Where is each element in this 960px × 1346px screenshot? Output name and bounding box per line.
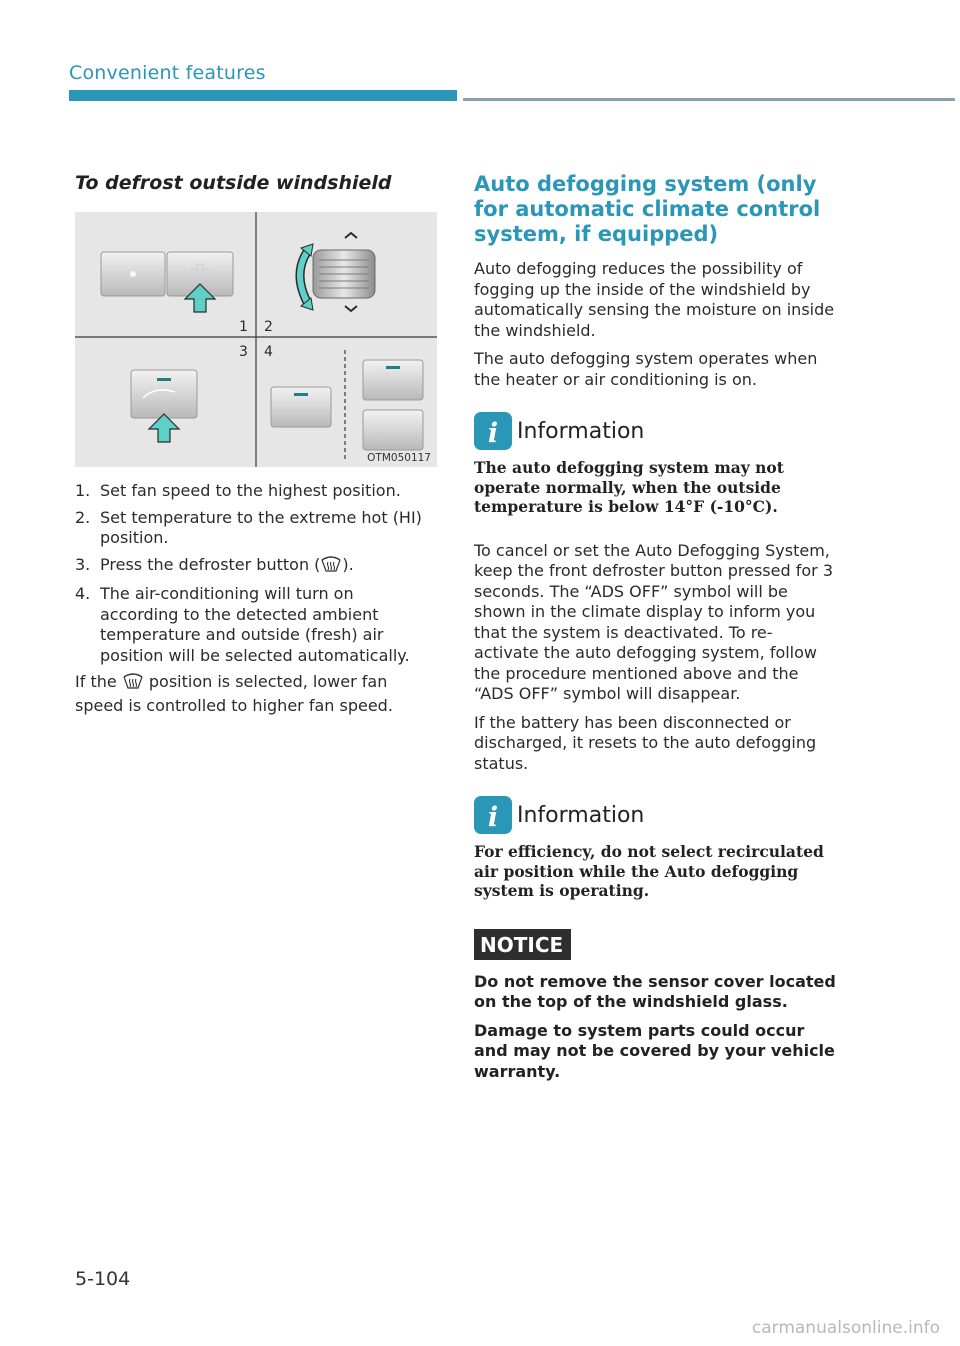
page-number: 5-104 [75, 1268, 131, 1290]
info-header [474, 412, 836, 450]
info-body: For efficiency, do not select recirculated air position while the Auto defogging system is operating. [474, 842, 824, 900]
section-title: Convenient features [69, 62, 266, 84]
label-1: 1 [239, 319, 248, 335]
list-item: 2. Set temperature to the extreme hot (HI) position. [75, 507, 422, 547]
label-3: 3 [239, 344, 248, 360]
controls-illustration [75, 212, 437, 467]
figure-code: OTM050117 [367, 452, 431, 464]
chevron-up-icon [345, 233, 357, 238]
info-title: Information [517, 418, 645, 444]
list-item: 1. Set fan speed to the highest position. [75, 481, 401, 500]
step-list [75, 481, 437, 666]
label-4: 4 [264, 344, 273, 360]
info-title: Information [517, 802, 645, 828]
auto-defog-heading: Auto defogging system (only for automatic climate control system, if equipped) [474, 172, 821, 246]
list-item: 4. The air-conditioning will turn on according to the detected ambient temperature and outside (fresh) air position will be selected automatically. [75, 584, 410, 665]
header-rule [463, 98, 955, 101]
notice-paragraph: Do not remove the sensor cover located on the top of the windshield glass. [474, 971, 836, 1011]
info-body: The auto defogging system may not operate normally, when the outside temperature is below 14°F (-10°C). [474, 458, 784, 516]
defroster-icon [122, 672, 144, 696]
left-column [75, 172, 437, 724]
svg-text:i: i [487, 802, 499, 833]
right-column [474, 172, 836, 1090]
note-paragraph: If the position is selected, lower fan speed is controlled to higher fan speed. [75, 672, 393, 715]
header-rule-accent [69, 90, 457, 101]
notice-paragraph: Damage to system parts could occur and may not be covered by your vehicle warranty. [474, 1020, 835, 1081]
paragraph: If the battery has been disconnected or discharged, it resets to the auto defogging status. [474, 712, 817, 773]
subheading: To defrost outside windshield [75, 172, 392, 194]
paragraph: To cancel or set the Auto Defogging System, keep the front defroster button pressed for 3 seconds. The “ADS OFF” symbol will be shown in the climate display to inform you that the system is deactivated. To re-activate the auto defogging system, follow the procedure mentioned above and the “ADS OFF” symbol will disappear. [474, 540, 833, 703]
paragraph: The auto defogging system operates when the heater or air conditioning is on. [474, 349, 818, 389]
label-2: 2 [264, 319, 273, 335]
info-icon [474, 796, 512, 834]
defrost-controls-figure [75, 212, 437, 467]
paragraph: Auto defogging reduces the possibility of fogging up the inside of the windshield by automatically sensing the moisture on inside the windshield. [474, 259, 835, 340]
svg-text:i: i [487, 418, 499, 449]
notice-badge: NOTICE [474, 929, 571, 960]
list-item: 3. Press the defroster button ( ). [75, 555, 437, 579]
defroster-icon [320, 555, 342, 579]
watermark: carmanualsonline.info [751, 1318, 940, 1338]
info-header [474, 796, 836, 834]
info-icon [474, 412, 512, 450]
defroster-button [131, 370, 197, 418]
chevron-down-icon [345, 306, 357, 311]
fresh-air-button [363, 410, 423, 450]
